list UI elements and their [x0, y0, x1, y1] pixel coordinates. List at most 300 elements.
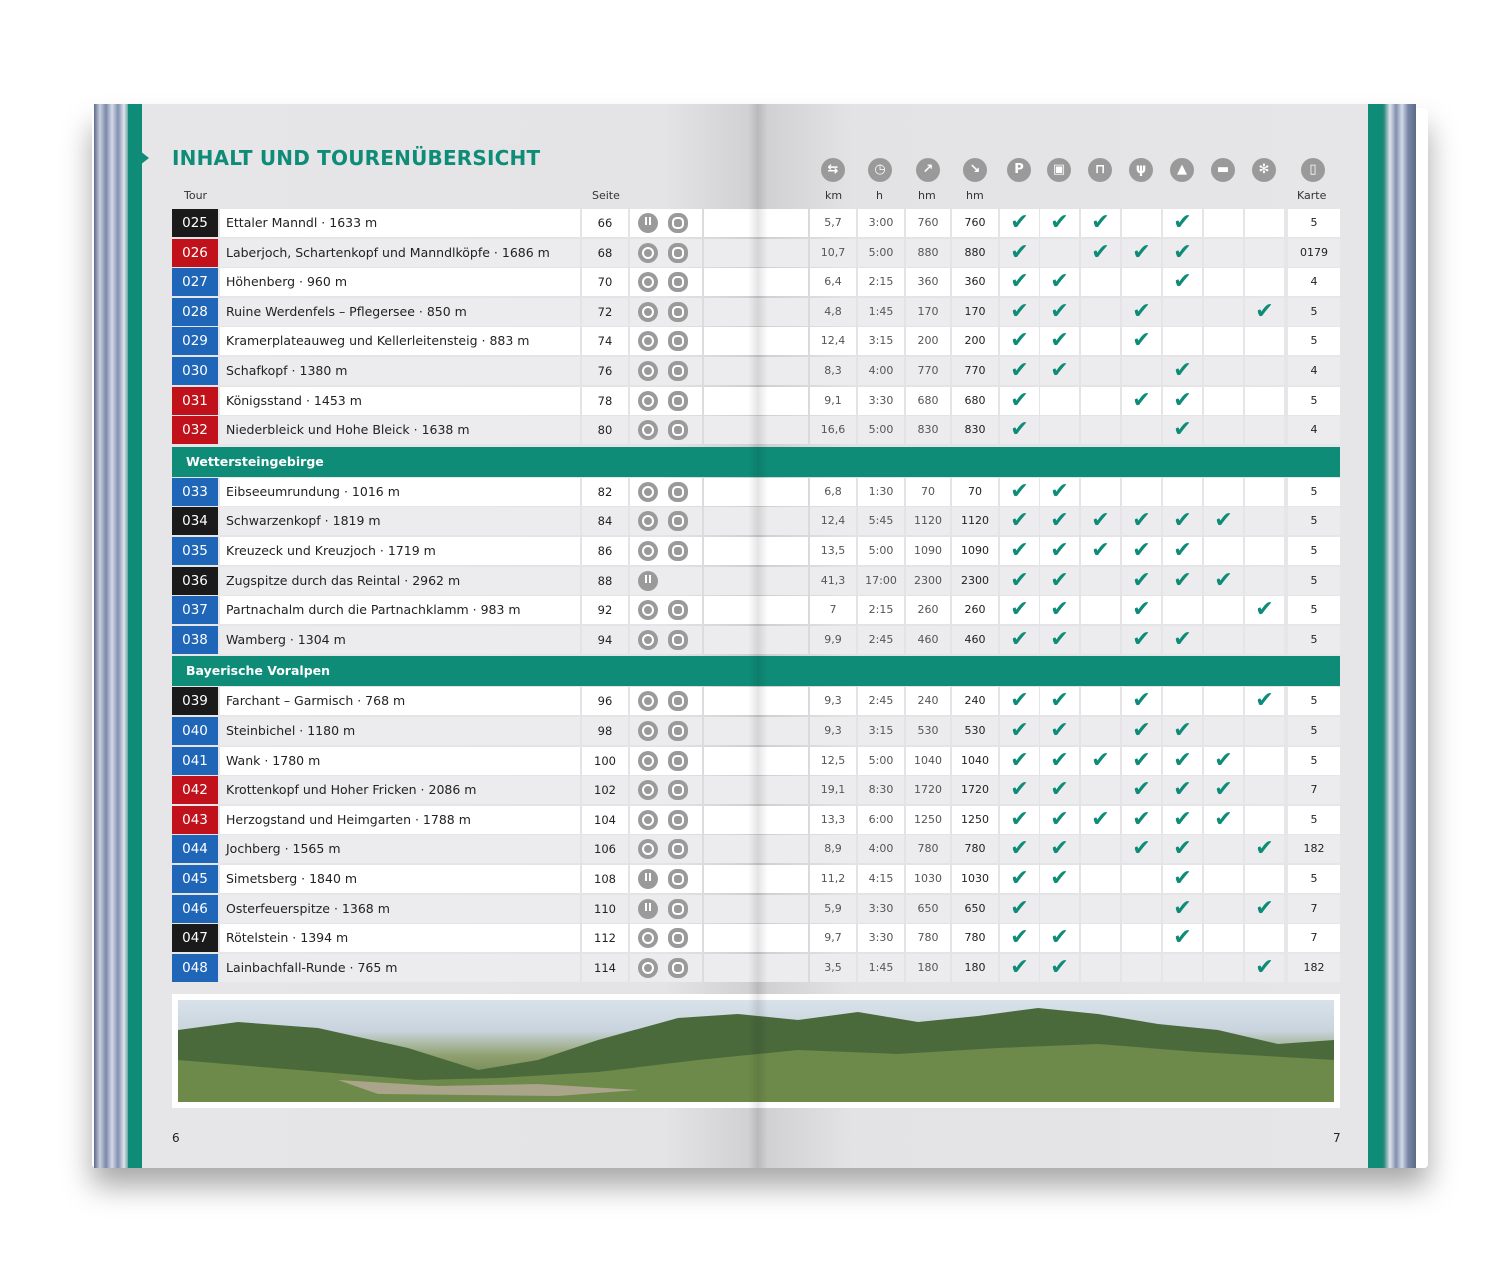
tour-distance-km: 41,3 [810, 567, 856, 595]
check-icon: ✔ [1122, 327, 1161, 355]
tour-number: 044 [172, 835, 218, 863]
check-icon: ✔ [1000, 567, 1039, 595]
tour-duration: 3:30 [858, 895, 904, 923]
tour-map-number: 5 [1288, 626, 1340, 654]
tour-map-number: 5 [1288, 209, 1340, 237]
loop-icon [638, 810, 658, 830]
tour-descent-hm: 240 [952, 687, 998, 715]
empty-cell [1081, 776, 1120, 804]
ascent-icon: ↗ [916, 158, 940, 182]
check-icon: ✔ [1163, 895, 1202, 923]
check-icon: ✔ [1122, 806, 1161, 834]
check-icon: ✔ [1122, 567, 1161, 595]
empty-cell [1081, 596, 1120, 624]
tour-map-number: 5 [1288, 327, 1340, 355]
family-friendly-icon [668, 810, 688, 830]
tour-number: 041 [172, 747, 218, 775]
tour-page: 86 [582, 537, 628, 565]
header-seite: Seite [592, 189, 620, 202]
loop-icon [638, 751, 658, 771]
tour-descent-hm: 2300 [952, 567, 998, 595]
family-friendly-icon [668, 780, 688, 800]
loop-icon [638, 630, 658, 650]
tour-number: 025 [172, 209, 218, 237]
tour-duration: 4:15 [858, 865, 904, 893]
parking-icon: P [1007, 158, 1031, 182]
loop-icon [638, 721, 658, 741]
tour-icons [630, 239, 702, 267]
empty-cell [1081, 687, 1120, 715]
tour-page: 106 [582, 835, 628, 863]
tour-number: 045 [172, 865, 218, 893]
tour-map-number: 7 [1288, 895, 1340, 923]
tour-name: Kreuzeck und Kreuzjoch · 1719 m [220, 537, 580, 565]
tour-map-number: 5 [1288, 806, 1340, 834]
tour-ascent-hm: 770 [906, 357, 950, 385]
empty-cell [1204, 478, 1243, 506]
tour-icons [630, 478, 702, 506]
restaurant-icon: ψ [1129, 158, 1153, 182]
check-icon: ✔ [1163, 717, 1202, 745]
page-number-right: 7 [1333, 1131, 1341, 1145]
descent-icon: ↘ [963, 158, 987, 182]
tour-ascent-hm: 1250 [906, 806, 950, 834]
empty-cell [1081, 357, 1120, 385]
tour-name: Niederbleick und Hohe Bleick · 1638 m [220, 416, 580, 444]
check-icon: ✔ [1000, 717, 1039, 745]
book-spine [748, 104, 768, 1168]
check-icon: ✔ [1000, 687, 1039, 715]
section-label: Bayerische Voralpen [186, 663, 331, 679]
tour-icons [630, 298, 702, 326]
loop-icon [638, 541, 658, 561]
check-icon: ✔ [1122, 626, 1161, 654]
check-icon: ✔ [1000, 895, 1039, 923]
tour-page: 84 [582, 507, 628, 535]
tour-map-number: 5 [1288, 747, 1340, 775]
check-icon: ✔ [1122, 507, 1161, 535]
check-icon: ✔ [1245, 835, 1284, 863]
header-km: km [825, 189, 843, 202]
tour-name: Osterfeuerspitze · 1368 m [220, 895, 580, 923]
tour-map-number: 7 [1288, 776, 1340, 804]
tour-duration: 5:00 [858, 239, 904, 267]
empty-cell [1245, 924, 1284, 952]
empty-cell [1040, 387, 1079, 415]
tour-name: Krottenkopf und Hoher Fricken · 2086 m [220, 776, 580, 804]
tour-descent-hm: 260 [952, 596, 998, 624]
tour-page: 76 [582, 357, 628, 385]
empty-cell [1204, 924, 1243, 952]
check-icon: ✔ [1163, 387, 1202, 415]
check-icon: ✔ [1000, 924, 1039, 952]
tour-descent-hm: 170 [952, 298, 998, 326]
empty-cell [1204, 835, 1243, 863]
loop-icon [638, 331, 658, 351]
tour-ascent-hm: 240 [906, 687, 950, 715]
check-icon: ✔ [1081, 806, 1120, 834]
tour-map-number: 5 [1288, 865, 1340, 893]
tour-map-number: 5 [1288, 717, 1340, 745]
tour-descent-hm: 360 [952, 268, 998, 296]
empty-cell [1163, 954, 1202, 982]
tour-ascent-hm: 650 [906, 895, 950, 923]
tour-map-number: 0179 [1288, 239, 1340, 267]
tour-ascent-hm: 170 [906, 298, 950, 326]
empty-cell [1204, 416, 1243, 444]
tour-name: Schwarzenkopf · 1819 m [220, 507, 580, 535]
tour-number: 046 [172, 895, 218, 923]
empty-cell [1204, 327, 1243, 355]
tour-map-number: 5 [1288, 298, 1340, 326]
empty-cell [1245, 537, 1284, 565]
empty-cell [1040, 416, 1079, 444]
tour-duration: 2:45 [858, 626, 904, 654]
header-karte: Karte [1297, 189, 1327, 202]
tour-number: 048 [172, 954, 218, 982]
tour-number: 027 [172, 268, 218, 296]
tour-page: 96 [582, 687, 628, 715]
empty-cell [1204, 298, 1243, 326]
bed-icon: ▬ [1211, 158, 1235, 182]
check-icon: ✔ [1040, 567, 1079, 595]
title-arrow-icon [140, 151, 149, 165]
tour-distance-km: 9,3 [810, 717, 856, 745]
tour-name: Kramerplateauweg und Kellerleitensteig · 883 m [220, 327, 580, 355]
empty-cell [1204, 687, 1243, 715]
tour-number: 043 [172, 806, 218, 834]
check-icon: ✔ [1000, 416, 1039, 444]
check-icon: ✔ [1000, 776, 1039, 804]
tour-duration: 4:00 [858, 357, 904, 385]
check-icon: ✔ [1122, 776, 1161, 804]
tour-ascent-hm: 1090 [906, 537, 950, 565]
loop-icon [638, 839, 658, 859]
tour-name: Steinbichel · 1180 m [220, 717, 580, 745]
tour-ascent-hm: 880 [906, 239, 950, 267]
empty-cell [1204, 239, 1243, 267]
empty-cell [1163, 327, 1202, 355]
family-friendly-icon [668, 511, 688, 531]
empty-cell [1163, 298, 1202, 326]
empty-cell [1081, 387, 1120, 415]
tour-page: 80 [582, 416, 628, 444]
tour-map-number: 7 [1288, 924, 1340, 952]
check-icon: ✔ [1040, 747, 1079, 775]
tour-icons [630, 954, 702, 982]
tour-descent-hm: 760 [952, 209, 998, 237]
empty-cell [1122, 924, 1161, 952]
tour-name: Farchant – Garmisch · 768 m [220, 687, 580, 715]
tour-icons [630, 924, 702, 952]
tour-page: 112 [582, 924, 628, 952]
check-icon: ✔ [1122, 239, 1161, 267]
empty-cell [1245, 357, 1284, 385]
tour-descent-hm: 680 [952, 387, 998, 415]
check-icon: ✔ [1000, 357, 1039, 385]
tour-duration: 3:30 [858, 387, 904, 415]
check-icon: ✔ [1000, 537, 1039, 565]
check-icon: ✔ [1040, 776, 1079, 804]
family-friendly-icon [668, 243, 688, 263]
tour-number: 033 [172, 478, 218, 506]
check-icon: ✔ [1163, 776, 1202, 804]
check-icon: ✔ [1040, 327, 1079, 355]
tour-icons [630, 747, 702, 775]
tour-ascent-hm: 1040 [906, 747, 950, 775]
tour-name: Eibseeumrundung · 1016 m [220, 478, 580, 506]
tour-distance-km: 11,2 [810, 865, 856, 893]
tour-ascent-hm: 760 [906, 209, 950, 237]
empty-cell [1245, 865, 1284, 893]
check-icon: ✔ [1122, 747, 1161, 775]
check-icon: ✔ [1163, 626, 1202, 654]
tour-descent-hm: 1040 [952, 747, 998, 775]
tour-icons [630, 327, 702, 355]
tour-page: 82 [582, 478, 628, 506]
empty-cell [1081, 835, 1120, 863]
check-icon: ✔ [1040, 268, 1079, 296]
tour-distance-km: 4,8 [810, 298, 856, 326]
loop-icon [638, 691, 658, 711]
check-icon: ✔ [1163, 268, 1202, 296]
tour-name: Zugspitze durch das Reintal · 2962 m [220, 567, 580, 595]
tour-distance-km: 12,4 [810, 507, 856, 535]
empty-cell [1204, 537, 1243, 565]
tour-descent-hm: 780 [952, 924, 998, 952]
loop-icon [638, 780, 658, 800]
tour-distance-km: 6,8 [810, 478, 856, 506]
family-friendly-icon [668, 272, 688, 292]
tour-number: 034 [172, 507, 218, 535]
check-icon: ✔ [1204, 747, 1243, 775]
check-icon: ✔ [1040, 357, 1079, 385]
empty-cell [1204, 954, 1243, 982]
empty-cell [1081, 954, 1120, 982]
map-icon: ▯ [1301, 158, 1325, 182]
tour-icons [630, 596, 702, 624]
loop-icon [638, 482, 658, 502]
empty-cell [1081, 717, 1120, 745]
empty-cell [1122, 416, 1161, 444]
empty-cell [1245, 776, 1284, 804]
empty-cell [1204, 357, 1243, 385]
tour-page: 100 [582, 747, 628, 775]
hut-icon: ▲ [1170, 158, 1194, 182]
tour-map-number: 4 [1288, 416, 1340, 444]
check-icon: ✔ [1040, 717, 1079, 745]
check-icon: ✔ [1000, 478, 1039, 506]
check-icon: ✔ [1000, 596, 1039, 624]
check-icon: ✔ [1245, 895, 1284, 923]
empty-cell [1081, 268, 1120, 296]
tour-distance-km: 12,5 [810, 747, 856, 775]
check-icon: ✔ [1000, 298, 1039, 326]
tour-distance-km: 3,5 [810, 954, 856, 982]
check-icon: ✔ [1040, 835, 1079, 863]
check-icon: ✔ [1163, 537, 1202, 565]
check-icon: ✔ [1245, 596, 1284, 624]
check-icon: ✔ [1163, 747, 1202, 775]
tour-number: 030 [172, 357, 218, 385]
tour-distance-km: 8,9 [810, 835, 856, 863]
empty-cell [1122, 478, 1161, 506]
tour-icons [630, 387, 702, 415]
tour-page: 110 [582, 895, 628, 923]
family-friendly-icon [668, 391, 688, 411]
tour-duration: 5:00 [858, 747, 904, 775]
check-icon: ✔ [1000, 387, 1039, 415]
loop-icon [638, 391, 658, 411]
empty-cell [1245, 717, 1284, 745]
tour-descent-hm: 200 [952, 327, 998, 355]
loop-icon [638, 272, 658, 292]
empty-cell [1204, 717, 1243, 745]
tour-number: 037 [172, 596, 218, 624]
clock-icon: ◷ [868, 158, 892, 182]
check-icon: ✔ [1040, 478, 1079, 506]
tour-map-number: 5 [1288, 478, 1340, 506]
one-way-icon [638, 899, 658, 919]
tour-name: Ettaler Manndl · 1633 m [220, 209, 580, 237]
loop-icon [638, 361, 658, 381]
tour-number: 031 [172, 387, 218, 415]
tour-descent-hm: 880 [952, 239, 998, 267]
tour-icons [630, 507, 702, 535]
tour-distance-km: 8,3 [810, 357, 856, 385]
tour-duration: 5:00 [858, 537, 904, 565]
tour-descent-hm: 1090 [952, 537, 998, 565]
empty-cell [1081, 567, 1120, 595]
family-friendly-icon [668, 420, 688, 440]
check-icon: ✔ [1040, 537, 1079, 565]
right-teal-margin [1368, 104, 1382, 1168]
empty-cell [1204, 596, 1243, 624]
tour-descent-hm: 530 [952, 717, 998, 745]
tour-number: 039 [172, 687, 218, 715]
check-icon: ✔ [1163, 209, 1202, 237]
family-friendly-icon [668, 839, 688, 859]
tour-page: 72 [582, 298, 628, 326]
tour-number: 042 [172, 776, 218, 804]
tour-name: Jochberg · 1565 m [220, 835, 580, 863]
tour-page: 114 [582, 954, 628, 982]
tour-number: 040 [172, 717, 218, 745]
tour-descent-hm: 1250 [952, 806, 998, 834]
loop-icon [638, 511, 658, 531]
signpost-icon: ⇆ [821, 158, 845, 182]
tour-ascent-hm: 680 [906, 387, 950, 415]
tour-name: Wank · 1780 m [220, 747, 580, 775]
check-icon: ✔ [1122, 387, 1161, 415]
check-icon: ✔ [1000, 626, 1039, 654]
check-icon: ✔ [1204, 567, 1243, 595]
tour-descent-hm: 830 [952, 416, 998, 444]
tour-ascent-hm: 530 [906, 717, 950, 745]
tour-duration: 8:30 [858, 776, 904, 804]
empty-cell [1204, 626, 1243, 654]
tour-name: Lainbachfall-Runde · 765 m [220, 954, 580, 982]
check-icon: ✔ [1122, 537, 1161, 565]
tour-icons [630, 626, 702, 654]
check-icon: ✔ [1040, 596, 1079, 624]
tour-descent-hm: 1120 [952, 507, 998, 535]
tour-page: 88 [582, 567, 628, 595]
tour-descent-hm: 460 [952, 626, 998, 654]
tour-ascent-hm: 360 [906, 268, 950, 296]
header-hm-descent: hm [966, 189, 984, 202]
tour-icons [630, 567, 702, 595]
tour-distance-km: 10,7 [810, 239, 856, 267]
tour-map-number: 5 [1288, 596, 1340, 624]
tour-duration: 3:30 [858, 924, 904, 952]
empty-cell [1122, 268, 1161, 296]
empty-cell [1245, 387, 1284, 415]
tour-number: 032 [172, 416, 218, 444]
tour-duration: 5:00 [858, 416, 904, 444]
empty-cell [1081, 298, 1120, 326]
tour-distance-km: 13,5 [810, 537, 856, 565]
tour-map-number: 182 [1288, 835, 1340, 863]
empty-cell [1163, 478, 1202, 506]
family-friendly-icon [668, 869, 688, 889]
tour-duration: 2:15 [858, 268, 904, 296]
tour-ascent-hm: 780 [906, 924, 950, 952]
tour-ascent-hm: 1120 [906, 507, 950, 535]
tour-ascent-hm: 780 [906, 835, 950, 863]
check-icon: ✔ [1204, 507, 1243, 535]
empty-cell [1204, 865, 1243, 893]
tour-page: 78 [582, 387, 628, 415]
header-hm-ascent: hm [918, 189, 936, 202]
empty-cell [1122, 954, 1161, 982]
check-icon: ✔ [1040, 507, 1079, 535]
winter-icon: ✻ [1252, 158, 1276, 182]
tour-number: 028 [172, 298, 218, 326]
family-friendly-icon [668, 541, 688, 561]
empty-cell [1204, 387, 1243, 415]
check-icon: ✔ [1081, 537, 1120, 565]
empty-cell [1245, 507, 1284, 535]
check-icon: ✔ [1040, 298, 1079, 326]
tour-distance-km: 13,3 [810, 806, 856, 834]
tour-map-number: 5 [1288, 537, 1340, 565]
tour-icons [630, 835, 702, 863]
tour-descent-hm: 770 [952, 357, 998, 385]
tour-page: 98 [582, 717, 628, 745]
family-friendly-icon [668, 691, 688, 711]
check-icon: ✔ [1040, 806, 1079, 834]
tour-map-number: 5 [1288, 387, 1340, 415]
empty-cell [1122, 209, 1161, 237]
tour-duration: 5:45 [858, 507, 904, 535]
tour-ascent-hm: 460 [906, 626, 950, 654]
tour-icons [630, 357, 702, 385]
tour-icons [630, 268, 702, 296]
tour-duration: 1:45 [858, 954, 904, 982]
tour-name: Ruine Werdenfels – Pflegersee · 850 m [220, 298, 580, 326]
empty-cell [1081, 416, 1120, 444]
tour-page: 104 [582, 806, 628, 834]
tour-name: Laberjoch, Schartenkopf und Manndlköpfe · 1686 m [220, 239, 580, 267]
empty-cell [1245, 268, 1284, 296]
tour-distance-km: 9,9 [810, 626, 856, 654]
empty-cell [1204, 895, 1243, 923]
check-icon: ✔ [1000, 954, 1039, 982]
tour-distance-km: 6,4 [810, 268, 856, 296]
empty-cell [1245, 416, 1284, 444]
check-icon: ✔ [1245, 954, 1284, 982]
